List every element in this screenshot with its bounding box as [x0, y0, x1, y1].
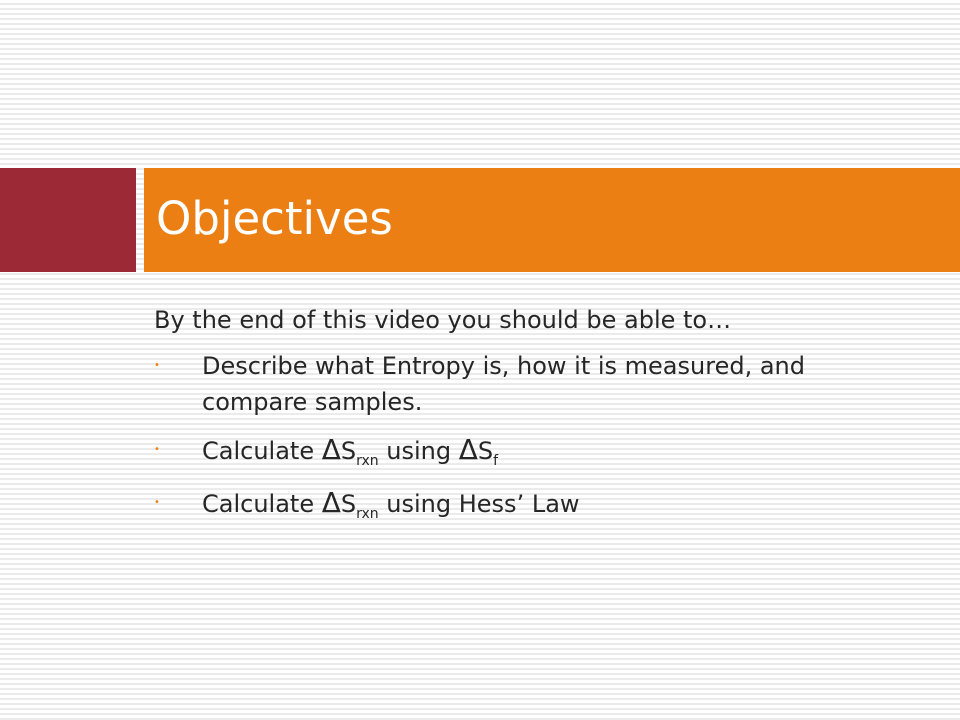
title-accent-block	[0, 168, 136, 272]
entropy-symbol: S	[340, 437, 357, 465]
objective-text: Describe what Entropy is, how it is measured, and compare samples.	[202, 352, 805, 416]
objective-middle: using	[378, 437, 459, 465]
objective-text	[202, 481, 914, 526]
entropy-symbol: S	[477, 437, 494, 465]
objective-list	[154, 344, 914, 526]
slide-body	[154, 298, 914, 534]
subscript-rxn: rxn	[356, 506, 379, 522]
bullet-icon: •	[154, 444, 160, 455]
delta-symbol: Δ	[321, 433, 341, 466]
bullet-icon: •	[154, 360, 160, 371]
bullet-icon: •	[154, 497, 160, 508]
entropy-symbol: S	[340, 490, 357, 518]
delta-symbol: Δ	[321, 486, 341, 519]
slide-title: Objectives	[156, 192, 393, 245]
intro-text: By the end of this video you should be able to…	[154, 306, 732, 334]
subscript-rxn: rxn	[356, 453, 379, 469]
delta-symbol: Δ	[458, 433, 478, 466]
list-item	[154, 481, 914, 526]
objective-suffix: using Hess’ Law	[378, 490, 580, 518]
subscript-f: f	[493, 453, 499, 469]
objective-prefix: Calculate	[202, 490, 322, 518]
list-item	[154, 344, 914, 420]
objective-text	[202, 428, 914, 473]
objective-prefix: Calculate	[202, 437, 322, 465]
title-band	[144, 168, 960, 272]
list-item	[154, 428, 914, 473]
